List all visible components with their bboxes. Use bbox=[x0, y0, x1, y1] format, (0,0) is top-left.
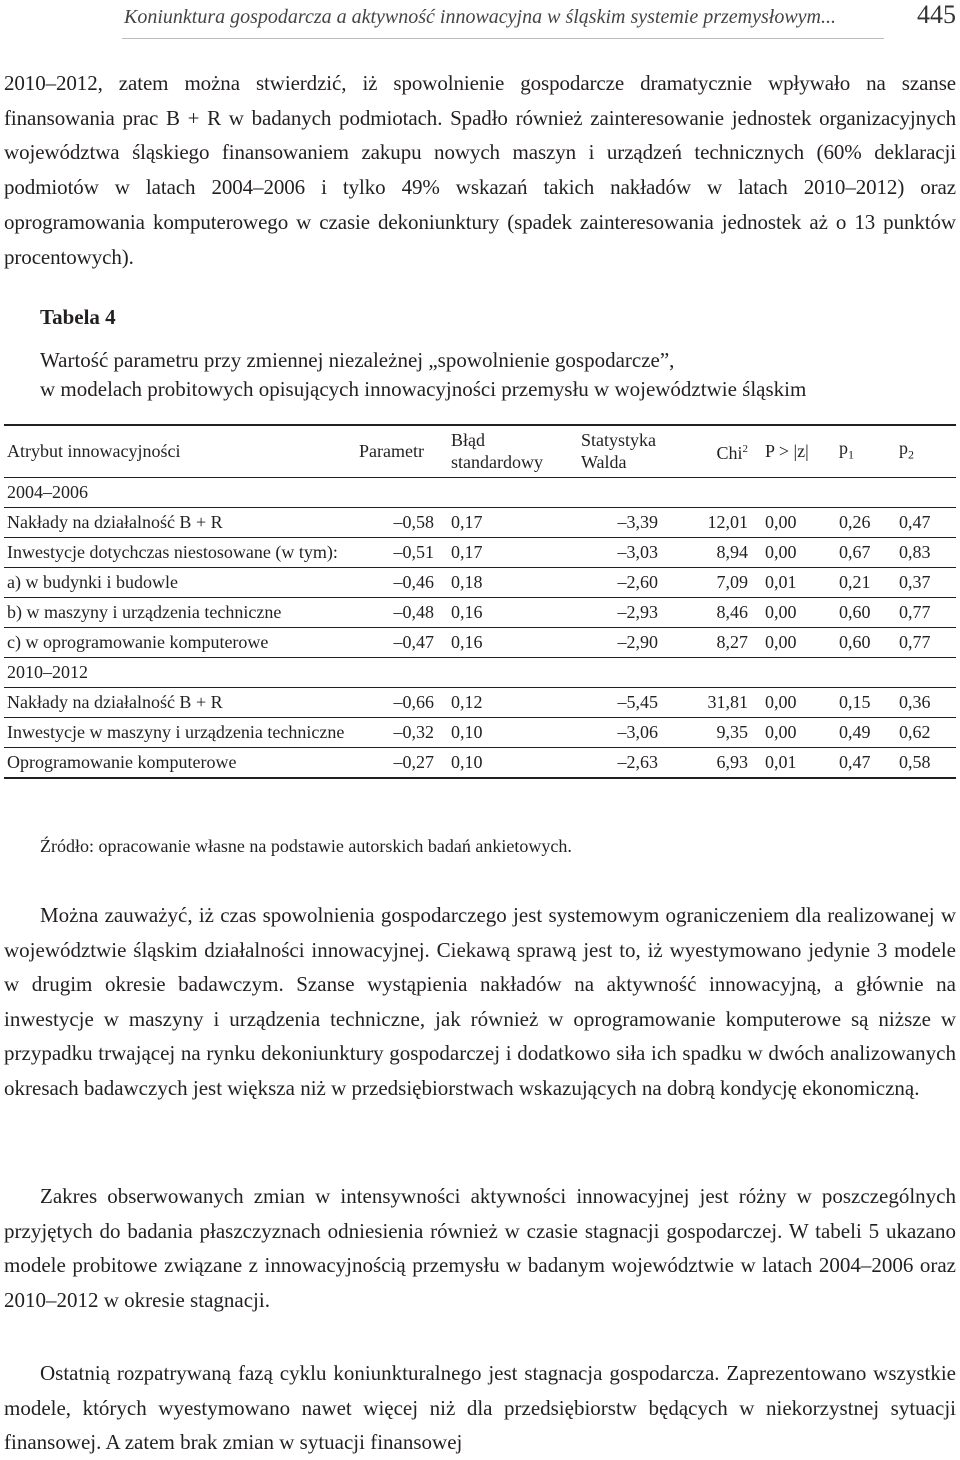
p1-subscript: 1 bbox=[848, 447, 854, 462]
col-header-std-error bbox=[448, 425, 578, 478]
body-paragraph-1: Można zauważyć, iż czas spowolnienia gospodarczego jest systemowym ograniczeniem dla realizowanej w województwie śląskim działalności innowacyjnej. Ciekawą sprawą jest to, iż wyestymowano jedynie 3 modele w drugim okresie badawczym. Szanse wystąpienia nakładów na aktywność innowacyjną, a głównie na inwestycje w maszyny i urządzenia techniczne, jak również w oprogramowanie komputerowe są niższe w przypadku trwającej na rynku dekoniunktury gospodarczej i dodatkowo siła ich spadku w dwóch analizowanych okresach badawczych jest większa niż w przedsiębiorstwach wskazujących na dobrą kondycję ekonomiczną. bbox=[4, 903, 956, 1100]
cell-chi: 8,27 bbox=[686, 628, 762, 658]
cell-wald: –2,93 bbox=[578, 598, 686, 628]
col-header-attribute: Atrybut innowacyjności bbox=[4, 425, 356, 478]
cell-wald: –3,39 bbox=[578, 508, 686, 538]
cell-std-error: 0,17 bbox=[448, 508, 578, 538]
p1-label: p bbox=[839, 437, 848, 458]
table-row bbox=[4, 508, 956, 538]
cell-p1: 0,26 bbox=[836, 508, 896, 538]
cell-chi: 31,81 bbox=[686, 688, 762, 718]
cell-p1: 0,47 bbox=[836, 748, 896, 779]
cell-chi: 12,01 bbox=[686, 508, 762, 538]
cell-std-error: 0,12 bbox=[448, 688, 578, 718]
wald-line-2: Walda bbox=[581, 452, 627, 472]
cell-p1: 0,60 bbox=[836, 598, 896, 628]
cell-chi: 8,94 bbox=[686, 538, 762, 568]
cell-p1: 0,15 bbox=[836, 688, 896, 718]
col-header-p-value: P > |z| bbox=[762, 425, 836, 478]
cell-p1: 0,21 bbox=[836, 568, 896, 598]
cell-p-value: 0,00 bbox=[762, 508, 836, 538]
table-row bbox=[4, 538, 956, 568]
std-error-line-1: Błąd bbox=[451, 430, 485, 450]
table-source-note: Źródło: opracowanie własne na podstawie autorskich badań ankietowych. bbox=[40, 836, 572, 856]
cell-p2: 0,47 bbox=[896, 508, 956, 538]
table-row bbox=[4, 748, 956, 779]
table-row bbox=[4, 688, 956, 718]
cell-p2: 0,62 bbox=[896, 718, 956, 748]
cell-parameter: –0,46 bbox=[356, 568, 448, 598]
running-title: Koniunktura gospodarcza a aktywność innowacyjna w śląskim systemie przemysłowym... bbox=[124, 6, 836, 28]
cell-p2: 0,77 bbox=[896, 628, 956, 658]
cell-p-value: 0,01 bbox=[762, 568, 836, 598]
cell-p-value: 0,00 bbox=[762, 688, 836, 718]
cell-std-error: 0,17 bbox=[448, 538, 578, 568]
table-label: Tabela 4 bbox=[40, 305, 116, 329]
cell-wald: –5,45 bbox=[578, 688, 686, 718]
cell-p-value: 0,00 bbox=[762, 598, 836, 628]
period-label: 2004–2006 bbox=[4, 478, 956, 508]
cell-parameter: –0,58 bbox=[356, 508, 448, 538]
page-number: 445 bbox=[917, 0, 956, 29]
cell-p1: 0,67 bbox=[836, 538, 896, 568]
cell-p1: 0,60 bbox=[836, 628, 896, 658]
cell-std-error: 0,18 bbox=[448, 568, 578, 598]
period-row bbox=[4, 478, 956, 508]
p2-label: p bbox=[899, 437, 908, 458]
cell-chi: 6,93 bbox=[686, 748, 762, 779]
table-caption bbox=[40, 346, 940, 404]
cell-parameter: –0,32 bbox=[356, 718, 448, 748]
std-error-line-2: standardowy bbox=[451, 452, 543, 472]
col-header-p1 bbox=[836, 425, 896, 478]
table-row bbox=[4, 598, 956, 628]
cell-wald: –2,60 bbox=[578, 568, 686, 598]
results-table bbox=[4, 424, 956, 779]
cell-attribute: Oprogramowanie komputerowe bbox=[4, 748, 356, 779]
col-header-parameter: Parametr bbox=[356, 425, 448, 478]
col-header-chi bbox=[686, 425, 762, 478]
wald-line-1: Statystyka bbox=[581, 430, 656, 450]
cell-std-error: 0,10 bbox=[448, 748, 578, 779]
cell-parameter: –0,66 bbox=[356, 688, 448, 718]
body-paragraph-2: Zakres obserwowanych zmian w intensywności aktywności innowacyjnej jest różny w poszczególnych przyjętych do badania płaszczyznach odniesienia również w czasie stagnacji gospodarczej. W tabeli 5 ukazano modele probitowe związane z innowacyjnością przemysłu w badanym województwie w latach 2004–2006 oraz 2010–2012 w okresie stagnacji. bbox=[4, 1184, 956, 1312]
chi-superscript: 2 bbox=[742, 443, 748, 455]
cell-p-value: 0,00 bbox=[762, 538, 836, 568]
table-caption-line-1: Wartość parametru przy zmiennej niezależnej „spowolnienie gospodarcze”, bbox=[40, 348, 675, 372]
table-body bbox=[4, 478, 956, 779]
cell-p-value: 0,01 bbox=[762, 748, 836, 779]
cell-p2: 0,83 bbox=[896, 538, 956, 568]
cell-std-error: 0,10 bbox=[448, 718, 578, 748]
cell-p2: 0,58 bbox=[896, 748, 956, 779]
cell-attribute: Nakłady na działalność B + R bbox=[4, 688, 356, 718]
cell-parameter: –0,51 bbox=[356, 538, 448, 568]
cell-p2: 0,36 bbox=[896, 688, 956, 718]
table-header-row bbox=[4, 425, 956, 478]
table-caption-line-2: w modelach probitowych opisujących innowacyjności przemysłu w województwie śląskim bbox=[40, 377, 807, 401]
cell-attribute: c) w oprogramowanie komputerowe bbox=[4, 628, 356, 658]
cell-p1: 0,49 bbox=[836, 718, 896, 748]
period-row bbox=[4, 658, 956, 688]
cell-wald: –3,03 bbox=[578, 538, 686, 568]
cell-parameter: –0,27 bbox=[356, 748, 448, 779]
col-header-p2 bbox=[896, 425, 956, 478]
cell-wald: –2,63 bbox=[578, 748, 686, 779]
running-header bbox=[0, 0, 960, 48]
body-paragraph-3: Ostatnią rozpatrywaną fazą cyklu koniunkturalnego jest stagnacja gospodarcza. Zaprezentowano wszystkie modele, których wyestymowano nawet więcej niż dla przedsiębiorstw będących w niekorzystnej sytuacji finansowej. A zatem brak zmian w sytuacji finansowej bbox=[4, 1361, 956, 1454]
table-row bbox=[4, 568, 956, 598]
col-header-wald bbox=[578, 425, 686, 478]
cell-chi: 8,46 bbox=[686, 598, 762, 628]
period-label: 2010–2012 bbox=[4, 658, 956, 688]
table-row bbox=[4, 628, 956, 658]
header-rule bbox=[122, 38, 884, 39]
p2-subscript: 2 bbox=[908, 447, 914, 462]
cell-wald: –2,90 bbox=[578, 628, 686, 658]
cell-p-value: 0,00 bbox=[762, 718, 836, 748]
cell-attribute: a) w budynki i budowle bbox=[4, 568, 356, 598]
cell-attribute: Inwestycje w maszyny i urządzenia techniczne bbox=[4, 718, 356, 748]
cell-wald: –3,06 bbox=[578, 718, 686, 748]
cell-attribute: b) w maszyny i urządzenia techniczne bbox=[4, 598, 356, 628]
table-row bbox=[4, 718, 956, 748]
chi-label: Chi bbox=[716, 443, 743, 463]
cell-parameter: –0,47 bbox=[356, 628, 448, 658]
cell-p2: 0,77 bbox=[896, 598, 956, 628]
cell-chi: 7,09 bbox=[686, 568, 762, 598]
cell-std-error: 0,16 bbox=[448, 598, 578, 628]
cell-p2: 0,37 bbox=[896, 568, 956, 598]
cell-attribute: Nakłady na działalność B + R bbox=[4, 508, 356, 538]
cell-std-error: 0,16 bbox=[448, 628, 578, 658]
intro-paragraph: 2010–2012, zatem można stwierdzić, iż spowolnienie gospodarcze dramatycznie wpływało na szanse finansowania prac B + R w badanych podmiotach. Spadło również zainteresowanie jednostek organizacyjnych województwa śląskiego finansowaniem zakupu nowych maszyn i urządzeń technicznych (60% deklaracji podmiotów w latach 2004–2006 i tylko 49% wskazań takich nakładów w latach 2010–2012) oraz oprogramowania komputerowego w czasie dekoniunktury (spadek zainteresowania jednostek aż o 13 punktów procentowych). bbox=[4, 71, 956, 269]
cell-parameter: –0,48 bbox=[356, 598, 448, 628]
cell-attribute: Inwestycje dotychczas niestosowane (w tym): bbox=[4, 538, 356, 568]
cell-p-value: 0,00 bbox=[762, 628, 836, 658]
cell-chi: 9,35 bbox=[686, 718, 762, 748]
